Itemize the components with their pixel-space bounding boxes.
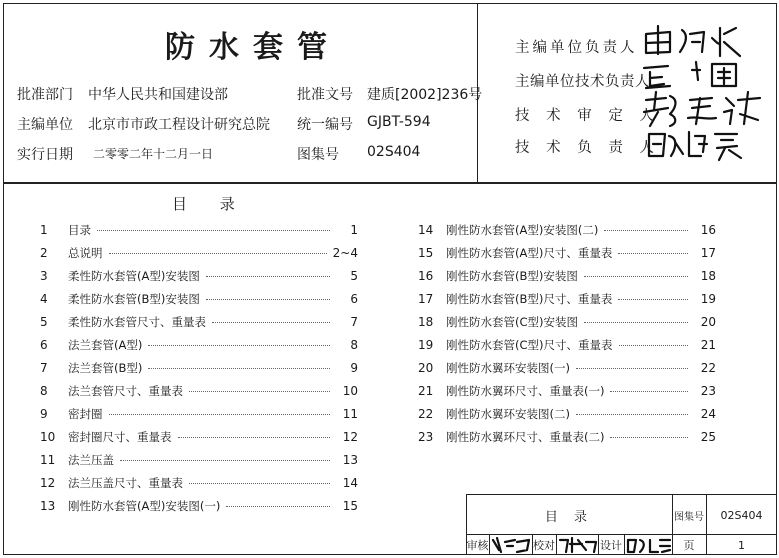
toc-leader-dots xyxy=(178,437,331,438)
review-signature xyxy=(491,536,531,554)
toc-item-page: 21 xyxy=(700,338,716,352)
design-label: 设计 xyxy=(600,539,622,552)
design-signature xyxy=(626,536,672,554)
field-approval-dept-label: 批准部门 xyxy=(17,87,73,103)
toc-item-number: 8 xyxy=(40,384,48,398)
toc-leader-dots xyxy=(206,276,330,277)
field-editor-label: 主编单位 xyxy=(17,117,73,133)
toc-item-number: 4 xyxy=(40,292,48,306)
toc-item-page: 15 xyxy=(342,499,358,513)
toc-row[interactable] xyxy=(418,291,716,307)
page-label: 页 xyxy=(683,539,695,552)
toc-item-title: 刚性防水翼环安装图(二) xyxy=(446,407,570,421)
toc-row[interactable] xyxy=(418,314,716,330)
signature-1 xyxy=(640,22,750,62)
field-atlas-label: 图集号 xyxy=(297,147,339,163)
page-number: 1 xyxy=(738,538,745,552)
toc-item-title: 刚性防水翼环尺寸、重量表(二) xyxy=(446,430,605,444)
toc-item-title: 总说明 xyxy=(68,246,103,260)
atlas-number: 02S404 xyxy=(720,508,763,522)
toc-item-title: 目录 xyxy=(68,223,91,237)
toc-row[interactable] xyxy=(418,222,716,238)
toc-leader-dots xyxy=(148,345,330,346)
resp-chief-unit: 主编单位负责人 xyxy=(515,40,638,56)
toc-row[interactable] xyxy=(40,291,358,307)
title-block-v7 xyxy=(624,534,625,555)
toc-leader-dots xyxy=(97,230,330,231)
signature-2 xyxy=(640,58,750,92)
toc-leader-dots xyxy=(189,391,330,392)
toc-item-title: 刚性防水套管(B型)安装图 xyxy=(446,269,578,283)
toc-item-title: 密封圈 xyxy=(68,407,103,421)
toc-item-number: 11 xyxy=(40,453,56,467)
toc-title: 目 录 xyxy=(172,195,249,213)
toc-row[interactable] xyxy=(40,429,358,445)
field-approval-no-label: 批准文号 xyxy=(297,87,353,103)
toc-leader-dots xyxy=(120,460,330,461)
toc-leader-dots xyxy=(206,299,330,300)
field-approval-dept-value: 中华人民共和国建设部 xyxy=(88,87,228,103)
toc-item-page: 11 xyxy=(342,407,358,421)
atlas-label: 图集号 xyxy=(674,511,704,523)
toc-leader-dots xyxy=(212,322,330,323)
toc-item-title: 刚性防水套管(B型)尺寸、重量表 xyxy=(446,292,613,306)
toc-item-number: 18 xyxy=(418,315,434,329)
toc-item-page: 20 xyxy=(700,315,716,329)
toc-row[interactable] xyxy=(40,475,358,491)
toc-row[interactable] xyxy=(40,268,358,284)
toc-leader-dots xyxy=(618,253,688,254)
toc-item-number: 6 xyxy=(40,338,48,352)
field-atlas-value: 02S404 xyxy=(367,144,421,160)
toc-item-page: 7 xyxy=(350,315,358,329)
resp-chief-tech: 主编单位技术负责人 xyxy=(515,74,650,90)
toc-item-page: 6 xyxy=(350,292,358,306)
toc-leader-dots xyxy=(148,368,330,369)
toc-item-title: 刚性防水翼环尺寸、重量表(一) xyxy=(446,384,605,398)
toc-item-number: 21 xyxy=(418,384,434,398)
field-editor-value: 北京市市政工程设计研究总院 xyxy=(88,117,270,133)
toc-item-page: 8 xyxy=(350,338,358,352)
toc-leader-dots xyxy=(610,391,688,392)
toc-row[interactable] xyxy=(40,406,358,422)
toc-leader-dots xyxy=(109,414,331,415)
toc-item-number: 5 xyxy=(40,315,48,329)
page-title: 防水套管 xyxy=(165,30,341,65)
toc-item-number: 14 xyxy=(418,223,434,237)
toc-leader-dots xyxy=(109,253,327,254)
toc-item-page: 9 xyxy=(350,361,358,375)
toc-item-page: 17 xyxy=(700,246,716,260)
toc-item-page: 14 xyxy=(342,476,358,490)
toc-item-title: 刚性防水套管(C型)安装图 xyxy=(446,315,579,329)
toc-item-number: 7 xyxy=(40,361,48,375)
field-date-value: 二零零二年十二月一日 xyxy=(93,147,214,161)
field-approval-no-value: 建质[2002]236号 xyxy=(367,87,483,103)
toc-item-page: 16 xyxy=(700,223,716,237)
toc-row[interactable] xyxy=(40,383,358,399)
toc-item-title: 密封圈尺寸、重量表 xyxy=(68,430,172,444)
toc-row[interactable] xyxy=(418,360,716,376)
toc-item-title: 柔性防水套管(A型)安装图 xyxy=(68,269,200,283)
toc-item-number: 20 xyxy=(418,361,434,375)
toc-row[interactable] xyxy=(40,452,358,468)
toc-item-page: 23 xyxy=(700,384,716,398)
toc-leader-dots xyxy=(604,230,688,231)
toc-item-number: 23 xyxy=(418,430,434,444)
toc-leader-dots xyxy=(576,368,688,369)
field-date-label: 实行日期 xyxy=(17,147,73,163)
signature-4 xyxy=(645,126,745,162)
toc-leader-dots xyxy=(610,437,688,438)
title-block-v5 xyxy=(556,534,557,555)
toc-item-title: 柔性防水套管(B型)安装图 xyxy=(68,292,200,306)
toc-item-page: 10 xyxy=(342,384,358,398)
toc-item-number: 17 xyxy=(418,292,434,306)
toc-item-number: 3 xyxy=(40,269,48,283)
toc-item-title: 法兰套管(A型) xyxy=(68,338,143,352)
toc-item-title: 柔性防水套管尺寸、重量表 xyxy=(68,315,206,329)
toc-item-page: 5 xyxy=(350,269,358,283)
toc-row[interactable] xyxy=(40,360,358,376)
toc-row[interactable] xyxy=(40,314,358,330)
toc-item-page: 2~4 xyxy=(332,246,358,260)
check-label: 校对 xyxy=(533,539,555,552)
toc-row[interactable] xyxy=(40,222,358,238)
toc-row[interactable] xyxy=(40,245,358,261)
toc-item-page: 24 xyxy=(700,407,716,421)
toc-item-number: 22 xyxy=(418,407,434,421)
toc-item-title: 法兰套管(B型) xyxy=(68,361,143,375)
sheet-title: 目 录 xyxy=(544,509,594,525)
toc-row[interactable] xyxy=(418,268,716,284)
toc-item-page: 13 xyxy=(342,453,358,467)
toc-row[interactable] xyxy=(418,337,716,353)
toc-item-number: 12 xyxy=(40,476,56,490)
toc-item-page: 19 xyxy=(700,292,716,306)
toc-row[interactable] xyxy=(40,498,358,514)
toc-leader-dots xyxy=(618,299,688,300)
toc-item-number: 2 xyxy=(40,246,48,260)
toc-row[interactable] xyxy=(40,337,358,353)
toc-leader-dots xyxy=(226,506,330,507)
resp-tech-lead: 技 术 负 责 人 xyxy=(515,140,660,156)
toc-leader-dots xyxy=(576,414,688,415)
toc-item-number: 16 xyxy=(418,269,434,283)
check-signature xyxy=(558,536,598,554)
toc-item-title: 刚性防水套管(C型)尺寸、重量表 xyxy=(446,338,613,352)
toc-item-page: 12 xyxy=(342,430,358,444)
toc-item-page: 18 xyxy=(700,269,716,283)
toc-item-title: 刚性防水套管(A型)尺寸、重量表 xyxy=(446,246,613,260)
toc-item-title: 法兰压盖尺寸、重量表 xyxy=(68,476,183,490)
toc-row[interactable] xyxy=(418,245,716,261)
toc-row[interactable] xyxy=(418,383,716,399)
toc-item-page: 22 xyxy=(700,361,716,375)
review-label: 审核 xyxy=(466,539,489,552)
toc-leader-dots xyxy=(584,322,688,323)
signature-3 xyxy=(640,90,765,130)
title-block-v3 xyxy=(489,534,490,555)
toc-row[interactable] xyxy=(418,406,716,422)
toc-item-number: 19 xyxy=(418,338,434,352)
toc-leader-dots xyxy=(189,483,330,484)
toc-item-page: 1 xyxy=(350,223,358,237)
toc-row[interactable] xyxy=(418,429,716,445)
toc-item-number: 15 xyxy=(418,246,434,260)
toc-item-title: 刚性防水套管(A型)安装图(一) xyxy=(68,499,221,513)
toc-leader-dots xyxy=(584,276,688,277)
field-unified-no-label: 统一编号 xyxy=(297,117,353,133)
toc-item-number: 9 xyxy=(40,407,48,421)
toc-leader-dots xyxy=(619,345,688,346)
field-unified-no-value: GJBT-594 xyxy=(367,114,431,130)
toc-item-number: 13 xyxy=(40,499,56,513)
toc-item-number: 1 xyxy=(40,223,48,237)
toc-item-title: 法兰压盖 xyxy=(68,453,114,467)
resp-reviewer: 技 术 审 定 人 xyxy=(515,108,660,124)
toc-item-title: 刚性防水套管(A型)安装图(二) xyxy=(446,223,599,237)
toc-item-number: 10 xyxy=(40,430,56,444)
toc-item-title: 刚性防水翼环安装图(一) xyxy=(446,361,570,375)
toc-item-page: 25 xyxy=(700,430,716,444)
toc-item-title: 法兰套管尺寸、重量表 xyxy=(68,384,183,398)
